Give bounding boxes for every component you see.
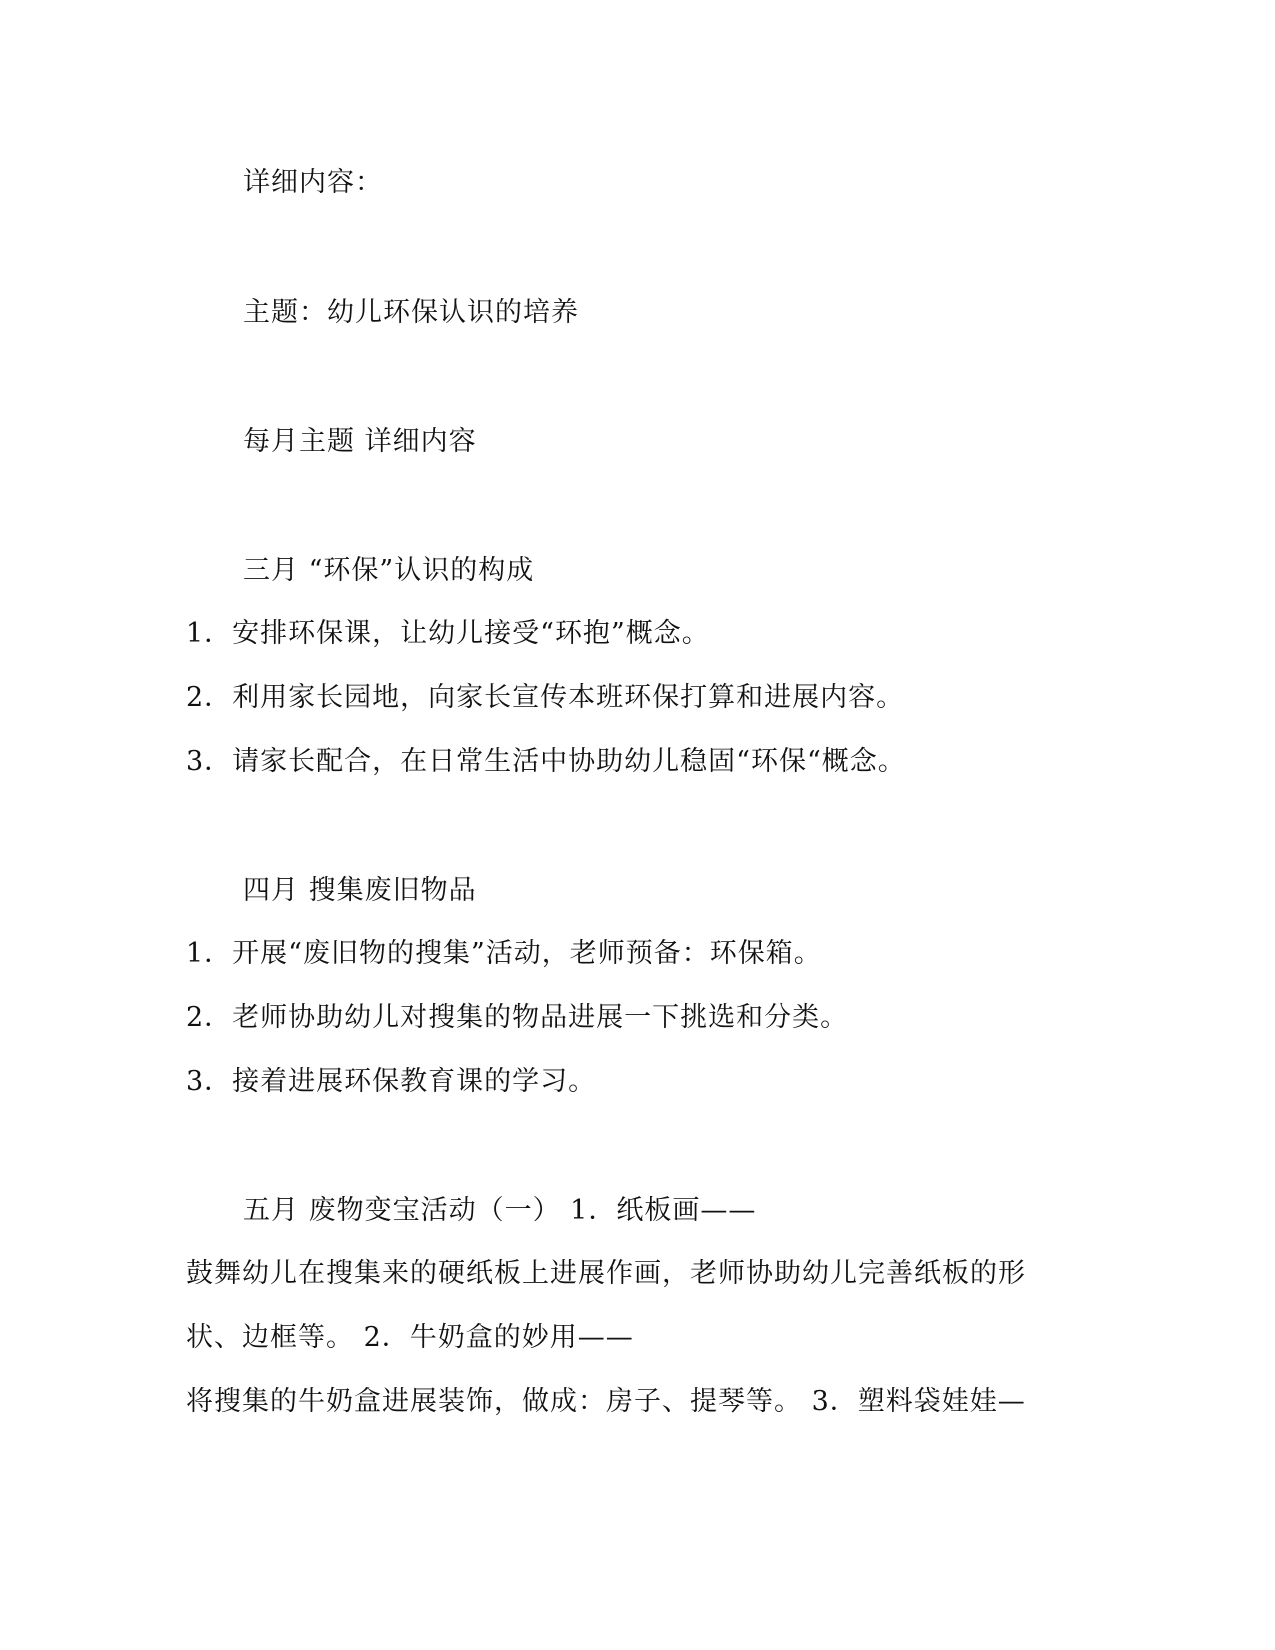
monthly-theme-heading: 每月主题 详细内容	[243, 426, 477, 457]
march-heading: 三月 “环保”认识的构成	[243, 555, 535, 586]
april-item-1: 1．开展“废旧物的搜集”活动，老师预备：环保箱。	[186, 938, 822, 969]
march-item-3: 3．请家长配合，在日常生活中协助幼儿稳固“环保“概念。	[186, 746, 906, 777]
may-paragraph-line-1: 鼓舞幼儿在搜集来的硬纸板上进展作画，老师协助幼儿完善纸板的形	[186, 1258, 1026, 1289]
detail-heading: 详细内容：	[243, 167, 383, 198]
april-item-3: 3．接着进展环保教育课的学习。	[186, 1066, 597, 1097]
may-paragraph-line-3: 将搜集的牛奶盒进展装饰，做成：房子、提琴等。 3．塑料袋娃娃—	[186, 1386, 1026, 1417]
may-heading: 五月 废物变宝活动（一） 1．纸板画——	[243, 1195, 757, 1226]
may-paragraph-line-2: 状、边框等。 2．牛奶盒的妙用——	[186, 1322, 634, 1353]
march-item-1: 1．安排环保课，让幼儿接受“环抱”概念。	[186, 618, 710, 649]
april-item-2: 2．老师协助幼儿对搜集的物品进展一下挑选和分类。	[186, 1002, 849, 1033]
theme-line: 主题：幼儿环保认识的培养	[243, 297, 579, 328]
april-heading: 四月 搜集废旧物品	[243, 875, 477, 906]
march-item-2: 2．利用家长园地，向家长宣传本班环保打算和进展内容。	[186, 682, 905, 713]
